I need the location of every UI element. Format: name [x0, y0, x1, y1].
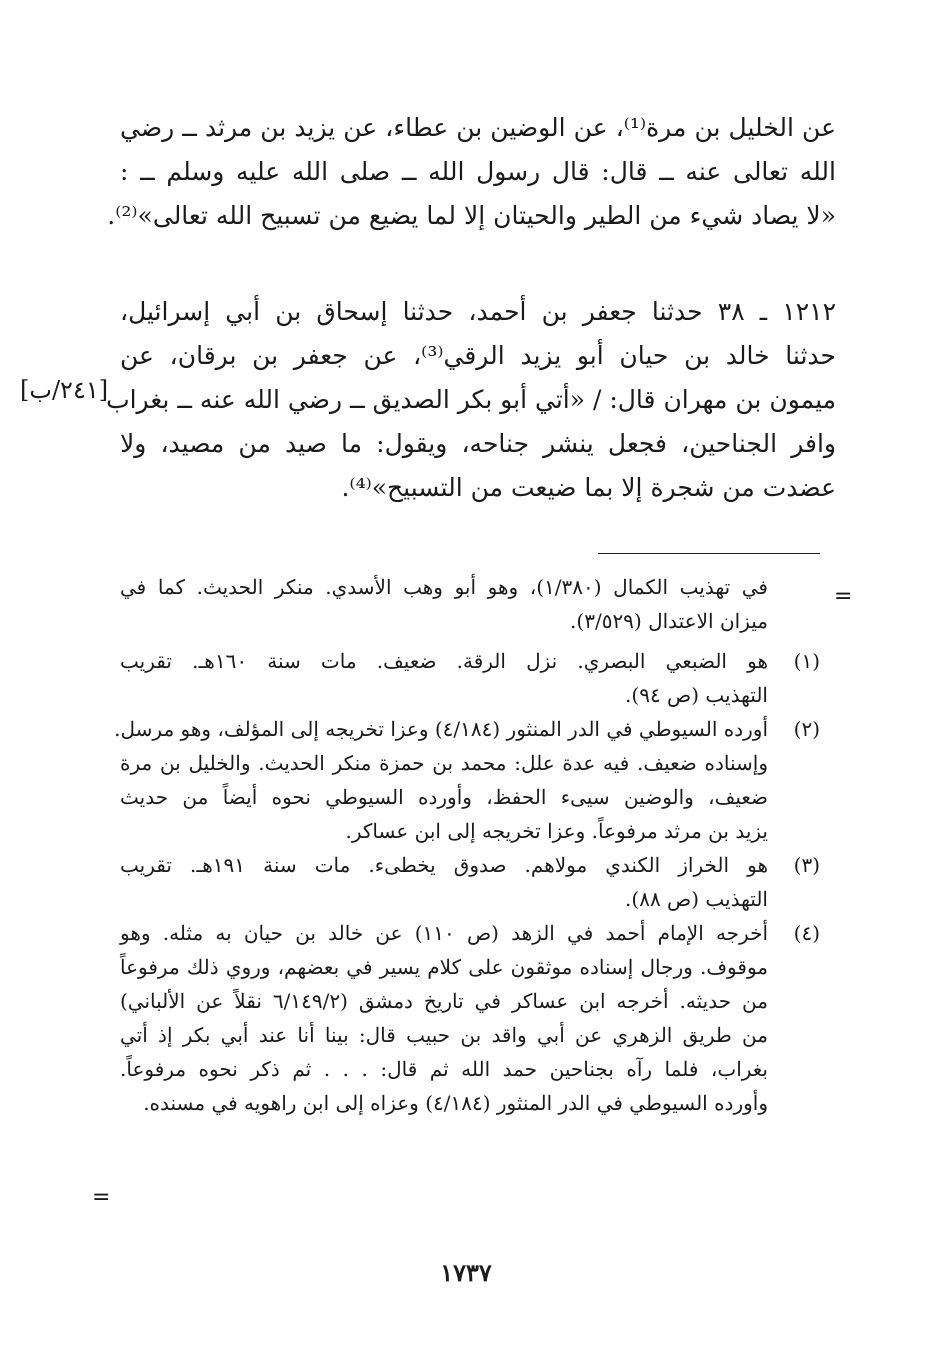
footnote-4 [120, 918, 820, 1122]
continued-mark: = [92, 1185, 111, 1210]
footnote-line: موقوف. ورجال إسناده موثقون على كلام يسير في بعضهم، وروي ذلك مرفوعاً [120, 955, 768, 979]
main-text [106, 108, 837, 512]
text-line: ميمون بن مهران قال: / «أتي أبو بكر الصديق ــ رضي الله عنه ــ بغراب [106, 385, 836, 414]
footnote-line: هو الضبعي البصري. نزل الرقة. ضعيف. مات سنة ١٦٠هـ. تقريب [120, 649, 769, 673]
footnote-line: في تهذيب الكمال (١/٣٨٠)، وهو أبو وهب الأسدي. منكر الحديث. كما في [120, 575, 768, 599]
footnote-line: أورده السيوطي في الدر المنثور (٤/١٨٤) وعزا تخريجه إلى المؤلف، وهو مرسل. [114, 717, 768, 741]
paragraph-2 [106, 292, 837, 512]
footnote-line: أخرجه الإمام أحمد في الزهد (ص ١١٠) عن خالد بن حيان به مثله. وهو [120, 921, 768, 945]
footnote-number: (١) [793, 649, 820, 673]
text-line: عضدت من شجرة إلا بما ضيعت من التسبيح»⁽⁴⁾. [341, 473, 836, 502]
text-line: ١٢١٢ ـ ٣٨ حدثنا جعفر بن أحمد، حدثنا إسحاق بن أبي إسرائيل، [120, 297, 837, 326]
margin-reference: [٢٤١/ب] [20, 376, 109, 404]
text-line: «لا يصاد شيء من الطير والحيتان إلا لما يضيع من تسبيح الله تعالى»⁽²⁾. [107, 201, 836, 230]
footnote-line: من حديثه. أخرجه ابن عساكر في تاريخ دمشق (٦/١٤٩/٢ نقلاً عن الألباني) [120, 989, 768, 1013]
footnote-number: (٣) [793, 853, 820, 877]
text-line: وافر الجناحين، فجعل ينشر جناحه، ويقول: ما صيد من مصيد، ولا [120, 429, 836, 458]
footnote-line: هو الخراز الكندي مولاهم. صدوق يخطىء. مات سنة ١٩١هـ. تقريب [120, 853, 769, 877]
footnote-line: وأورده السيوطي في الدر المنثور (٤/١٨٤) وعزاه إلى ابن راهويه في مسنده. [143, 1091, 768, 1115]
footnote-continuation [120, 572, 820, 640]
text-line: الله تعالى عنه ــ قال: قال رسول الله ــ صلى الله عليه وسلم ــ : [120, 157, 836, 186]
footnote-line: يزيد بن مرثد مرفوعاً. وعزا تخريجه إلى ابن عساكر. [345, 819, 768, 843]
footnote-line: التهذيب (ص ٩٤). [625, 683, 768, 707]
footnote-line: ميزان الاعتدال (٣/٥٢٩). [570, 609, 768, 633]
paragraph-gap [120, 240, 836, 292]
footnote-line: وإسناده ضعيف. فيه عدة علل: محمد بن حمزة منكر الحديث. والخليل بن مرة [120, 751, 768, 775]
footnote-line: ضعيف، والوضين سيىء الحفظ، وأورده السيوطي نحوه أيضاً من حديث [120, 785, 768, 809]
footnotes [114, 572, 820, 1122]
footnote-number: (٤) [793, 921, 820, 945]
page-number: ١٧٣٧ [440, 1258, 492, 1287]
footnote-line: بغراب، فلما رآه بجناحين حمد الله ثم قال: . . . ثم ذكر نحوه مرفوعاً. [120, 1057, 768, 1081]
footnote-3 [120, 850, 820, 918]
text-line: عن الخليل بن مرة⁽¹⁾، عن الوضين بن عطاء، عن يزيد بن مرثد ــ رضي [120, 113, 836, 142]
footnote-line: من طريق الزهري عن أبي واقد بن حبيب قال: بينا أنا عند أبي بكر إذ أتي [120, 1023, 768, 1047]
continuation-mark: = [834, 584, 853, 609]
footnote-number: (٢) [793, 717, 820, 741]
text-line: حدثنا خالد بن حيان أبو يزيد الرقي⁽³⁾، عن جعفر بن برقان، عن [120, 341, 836, 370]
footnote-line: التهذيب (ص ٨٨). [625, 887, 768, 911]
footnote-2 [114, 714, 820, 850]
footnote-separator [598, 553, 820, 554]
paragraph-1 [107, 108, 836, 240]
footnote-1 [120, 646, 820, 714]
